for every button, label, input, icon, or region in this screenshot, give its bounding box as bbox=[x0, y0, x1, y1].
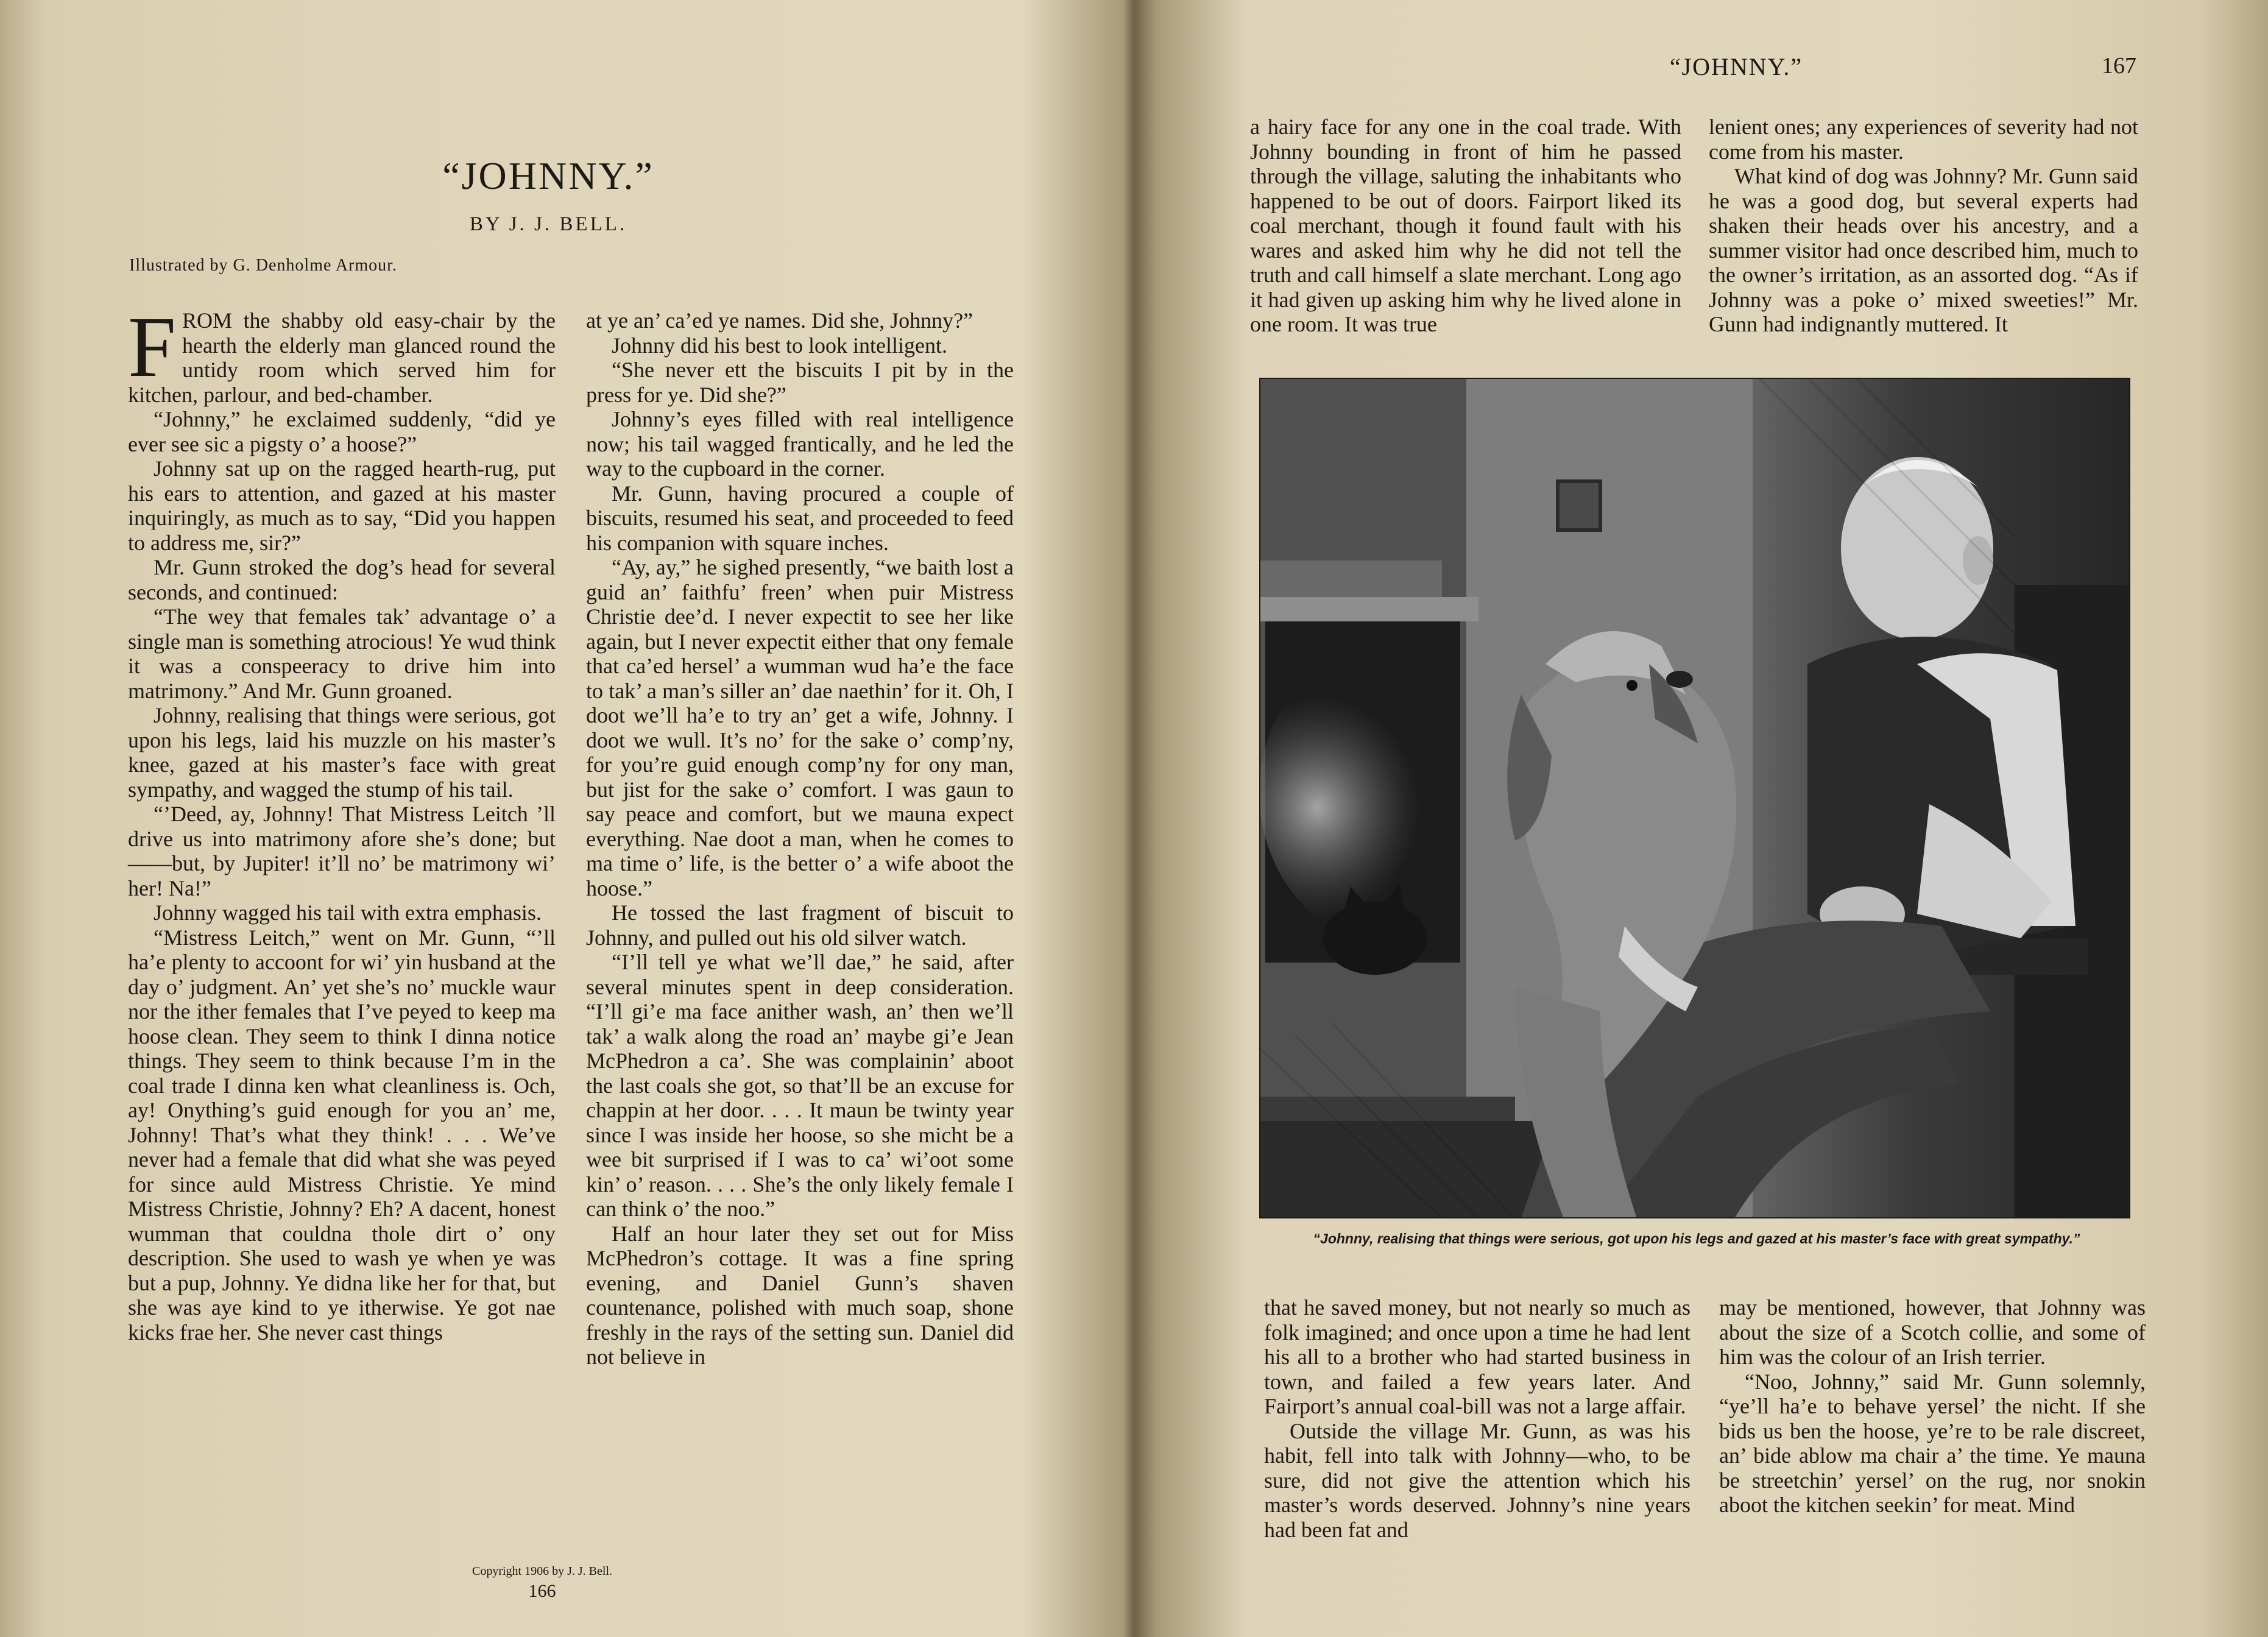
running-head: “JOHNNY.” bbox=[1669, 53, 1803, 80]
paragraph: What kind of dog was Johnny? Mr. Gunn said he was a good dog, but several experts had shaken their heads over his ancestry, and a summer visitor had once described him, much to the owner’s irritation, as an assorted dog. “As if Johnny was a poke o’ mixed sweeties!” Mr. Gunn had indignantly muttered. It bbox=[1709, 164, 2138, 336]
paragraph: “Noo, Johnny,” said Mr. Gunn solemnly, “ye’ll ha’e to behave yersel’ the nicht. If she bids us ben the hoose, ye’re to be rale discreet, an’ bide ablow ma chair a’ the time. Ye mauna be streetchin’ yersel’ on the rug, nor snokin aboot the kitchen seekin’ for meat. Mind bbox=[1719, 1369, 2146, 1517]
paragraph: Johnny did his best to look intelligent. bbox=[612, 333, 947, 358]
left-page bbox=[0, 0, 1127, 1637]
paragraph: He tossed the last fragment of biscuit to Johnny, and pulled out his old silver watch. bbox=[586, 900, 1014, 950]
continued-paragraph: at ye an’ ca’ed ye names. Did she, Johnny?” bbox=[586, 308, 973, 333]
paragraph: “Johnny,” he exclaimed suddenly, “did ye ever see sic a pigsty o’ a hoose?” bbox=[128, 407, 556, 456]
continued-paragraph: may be mentioned, however, that Johnny was about the size of a Scotch collie, and some of him was the colour of an Irish terrier. bbox=[1719, 1295, 2146, 1369]
article-title: “JOHNNY.” bbox=[442, 154, 654, 197]
paragraph: “Ay, ay,” he sighed presently, “we baith lost a guid an’ faithfu’ freen’ when puir Mistress Christie dee’d. I never expectit to see her like again, but I never expectit either that ony female that ca’ed hersel’ a wumman wud ha’e the face to tak’ a man’s siller an’ dae naethin’ for it. Oh, I doot we’ll ha’e to try an’ get a wife, Johnny. I doot we wull. It’s no’ for the sake o’ comp’ny, for you’re guid enough comp’ny for ony man, but jist for the sake o’ comfort. I was gaun to say peace and comfort, but we mauna expect everything. Nae doot a man, when he comes to ma time o’ life, is the better o’ a wife aboot the hoose.” bbox=[586, 555, 1014, 900]
paragraph: “’Deed, ay, Johnny! That Mistress Leitch ’ll drive us into matrimony afore she’s done; but——but, by Jupiter! it’ll no’ be matrimony wi’ her! Na!” bbox=[128, 802, 556, 900]
paragraph: Mr. Gunn stroked the dog’s head for several seconds, and continued: bbox=[128, 555, 556, 604]
paragraph: “Mistress Leitch,” went on Mr. Gunn, “’ll ha’e plenty to accoont for wi’ yin husband at the day o’ judgment. An’ yet she’s no’ muckle waur nor the ither females that I’ve peyed to keep ma hoose clean. They seem to think I dinna notice things. They seem to think because I’m in the coal trade I dinna ken what cleanliness is. Och, ay! Onything’s guid enough for you an’ me, Johnny! That’s what they think! . . . We’ve never had a female that did what she was peyed for since auld Mistress Christie. Ye mind Mistress Christie, Johnny? Eh? A dacent, honest wumman that couldna thole dirt o’ ony description. She used to wash ye when ye was but a pup, Johnny. Ye didna like her for that, but she was aye kind to ye itherwise. Ye got nae kicks frae her. She never cast things bbox=[128, 925, 556, 1345]
left-column-2 bbox=[586, 308, 1014, 1370]
paragraph: “She never ett the biscuits I pit by in the press for ye. Did she?” bbox=[586, 358, 1014, 407]
left-column-1 bbox=[128, 299, 556, 1345]
drop-cap: F bbox=[128, 299, 176, 395]
paragraph: Johnny sat up on the ragged hearth-rug, put his ears to attention, and gazed at his master inquiringly, as much as to say, “Did you happen to address me, sir?” bbox=[128, 456, 556, 555]
opening-text: ROM the shabby old easy-chair by the hearth the elderly man glanced round the untidy room which served him for kitchen, parlour, and bed-chamber. bbox=[128, 308, 556, 407]
right-top-column-2 bbox=[1709, 115, 2138, 337]
continued-paragraph: lenient ones; any experiences of severity had not come from his master. bbox=[1709, 115, 2138, 164]
page-number: 167 bbox=[2102, 53, 2136, 79]
man-and-dog-drawing bbox=[1259, 378, 2130, 1218]
paragraph: Mr. Gunn, having procured a couple of biscuits, resumed his seat, and proceeded to feed his companion with square inches. bbox=[586, 481, 1014, 555]
paragraph: Outside the village Mr. Gunn, as was his habit, fell into talk with Johnny—who, to be sure, did not give the attention which his master’s words deserved. Johnny’s nine years had been fat and bbox=[1264, 1418, 1690, 1542]
paragraph: Johnny wagged his tail with extra emphasis. bbox=[154, 900, 542, 925]
illustrator-credit: Illustrated by G. Denholme Armour. bbox=[129, 256, 397, 275]
illustration bbox=[1259, 378, 2130, 1218]
right-page bbox=[1133, 0, 2268, 1637]
right-bottom-column-1 bbox=[1264, 1295, 1690, 1542]
paragraph: Johnny, realising that things were serious, got upon his legs, laid his muzzle on his master’s knee, gazed at his master’s face with great sympathy, and wagged the stump of his tail. bbox=[128, 703, 556, 802]
continued-paragraph: a hairy face for any one in the coal trade. With Johnny bounding in front of him he passed through the village, saluting the inhabitants who happened to be out of doors. Fairport liked its coal merchant, though it found fault with his wares and asked him why he did not tell the truth and call himself a slate merchant. Long ago it had given up asking him why he lived alone in one room. It was true bbox=[1250, 115, 1681, 336]
page-number: 166 bbox=[528, 1581, 556, 1601]
opening-paragraph bbox=[128, 299, 556, 407]
paragraph: Johnny’s eyes filled with real intelligence now; his tail wagged frantically, and he led the way to the cupboard in the corner. bbox=[586, 407, 1014, 481]
paragraph: “I’ll tell ye what we’ll dae,” he said, after several minutes spent in deep consideration. “I’ll gi’e ma face anither wash, an’ then we’ll tak’ a walk along the road an’ maybe gi’e Jean McPhedron a ca’. She was complainin’ aboot the last coals she got, so that’ll be an excuse for chappin at her door. . . . It maun be twinty year since I was inside her hoose, so she micht be a wee bit surprised if I was to ca’ wi’oot some kin’ o’ reason. . . . She’s the only likely female I can think o’ the noo.” bbox=[586, 950, 1014, 1221]
continued-paragraph: that he saved money, but not nearly so much as folk imagined; and once upon a time he had lent his all to a brother who had started business in town, and failed a few years later. And Fairport’s annual coal-bill was not a large affair. bbox=[1264, 1295, 1690, 1418]
paragraph: “The wey that females tak’ advantage o’ a single man is something atrocious! Ye wud think it was a conspeeracy to drive him into matrimony.” And Mr. Gunn groaned. bbox=[128, 604, 556, 703]
right-bottom-column-2 bbox=[1719, 1295, 2146, 1518]
copyright-line: Copyright 1906 by J. J. Bell. bbox=[472, 1565, 612, 1578]
byline: BY J. J. BELL. bbox=[469, 213, 627, 235]
right-top-column-1 bbox=[1250, 115, 1681, 337]
illustration-caption: “Johnny, realising that things were serious, got upon his legs and gazed at his master’s face with great sympathy.” bbox=[1313, 1231, 2080, 1246]
paragraph: Half an hour later they set out for Miss McPhedron’s cottage. It was a fine spring evening, and Daniel Gunn’s shaven countenance, polished with much soap, shone freshly in the rays of the setting sun. Daniel did not believe in bbox=[586, 1221, 1014, 1369]
